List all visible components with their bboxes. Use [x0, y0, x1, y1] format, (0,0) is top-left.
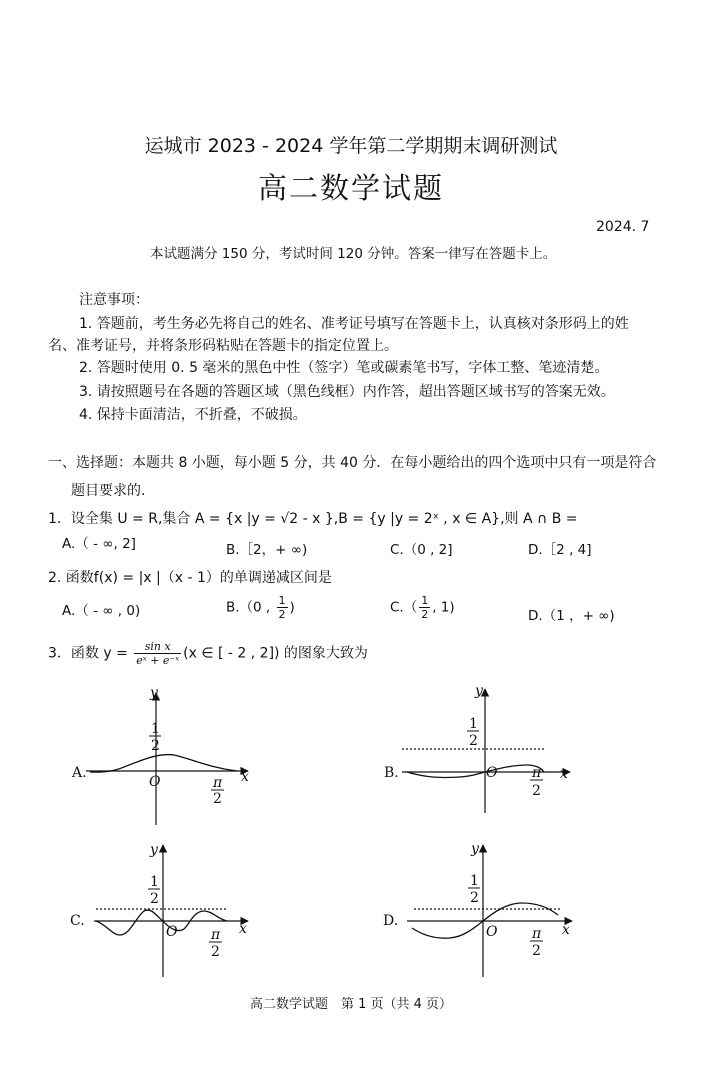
graph-a — [71, 685, 249, 825]
section-heading-cont: 题目要求的. — [71, 483, 146, 499]
q2-option-b: B.（0 , $\frac{1}{2}$ ) — [226, 594, 295, 621]
graph-a-pi-num: π — [213, 775, 223, 791]
graph-d-pi-num: π — [532, 926, 542, 942]
graph-b-y-label: y — [475, 685, 483, 699]
note-item: 2. 答题时使用 0. 5 毫米的黑色中性（签字）笔或碳素笔书写，字体工整、笔迹清楚。 — [79, 360, 609, 376]
exam-title: 高二数学试题 — [257, 171, 444, 205]
graph-b-half-num: 1 — [469, 716, 478, 732]
graph-a-pi-den: 2 — [213, 791, 222, 807]
graph-c-x-label: x — [239, 921, 247, 937]
graph-c-y-label: y — [150, 842, 158, 858]
q2-option-c: C.（ $\frac{1}{2}$ , 1) — [390, 594, 455, 621]
note-item: 名、准考证号，并将条形码粘贴在答题卡的指定位置上。 — [48, 338, 398, 354]
graph-d-pi-den: 2 — [532, 943, 541, 959]
graph-a-origin: O — [149, 774, 161, 790]
page-footer: 高二数学试题 第 1 页（共 4 页） — [249, 997, 453, 1012]
question-1-stem: 1．设全集 U = R,集合 A = {x |y = √2 - x },B = {y |y = 2ˣ , x ∈ A},则 A ∩ B = — [48, 511, 578, 527]
graph-a-half-den: 2 — [151, 738, 160, 754]
q3-graphs — [62, 685, 600, 980]
graph-c-label: C. — [70, 913, 85, 929]
graph-c-pi-num: π — [211, 927, 221, 943]
graph-d-half-num: 1 — [470, 873, 479, 889]
graph-c — [70, 842, 248, 977]
note-item: 1. 答题前，考生务必先将自己的姓名、准考证号填写在答题卡上，认真核对条形码上的姓 — [79, 316, 629, 332]
exam-date: 2024. 7 — [596, 219, 650, 235]
q1-option-b: B.［2，+ ∞) — [226, 542, 308, 558]
graph-d-x-label: x — [562, 922, 570, 938]
graph-b-pi-num: π — [532, 765, 542, 781]
exam-header-line: 运城市 2023 - 2024 学年第二学期期末调研测试 — [144, 135, 558, 157]
q2-option-d: D.（1 ，+ ∞) — [528, 608, 615, 624]
section-heading: 一、选择题：本题共 8 小题，每小题 5 分，共 40 分．在每小题给出的四个选项中只有一项是符合 — [48, 455, 657, 471]
graph-d — [383, 841, 572, 977]
graph-a-x-label: x — [241, 769, 249, 785]
graph-d-origin: O — [486, 924, 498, 940]
graph-d-y-label: y — [471, 841, 479, 857]
question-3-stem: 3．函数 y = $\frac{\text{sin x}}{\text{eˣ + e⁻ˣ}}$ (x ∈ [ - 2 , 2]) 的图象大致为 — [48, 640, 368, 667]
graph-b-pi-den: 2 — [532, 783, 541, 799]
question-2-stem: 2. 函数f(x) = |x |（x - 1）的单调递减区间是 — [48, 570, 332, 586]
q2-option-a: A.（ - ∞ , 0) — [62, 603, 141, 619]
q1-option-d: D.［2 , 4] — [528, 542, 592, 558]
graph-a-half-num: 1 — [151, 721, 160, 737]
exam-info: 本试题满分 150 分，考试时间 120 分钟。答案一律写在答题卡上。 — [150, 246, 557, 262]
graph-c-origin: O — [166, 924, 178, 940]
graph-b-label: B. — [384, 765, 399, 781]
graph-a-label: A. — [72, 765, 87, 781]
graph-b-x-label: x — [560, 766, 568, 782]
graph-a-y-label: y — [150, 685, 158, 701]
note-item: 3. 请按照题号在各题的答题区域（黑色线框）内作答，超出答题区域书写的答案无效。 — [79, 384, 615, 400]
graph-b — [384, 685, 570, 813]
graph-d-label: D. — [383, 913, 399, 929]
graph-c-half-den: 2 — [150, 891, 159, 907]
graph-b-half-den: 2 — [469, 733, 478, 749]
graph-c-pi-den: 2 — [211, 944, 220, 960]
graph-b-origin: O — [486, 765, 498, 781]
note-item: 4. 保持卡面清洁，不折叠，不破损。 — [79, 407, 307, 423]
q1-option-a: A.（ - ∞, 2] — [62, 536, 136, 552]
graph-d-half-den: 2 — [470, 890, 479, 906]
graph-c-half-num: 1 — [150, 874, 159, 890]
notes-heading: 注意事项： — [79, 292, 149, 308]
q1-option-c: C.（0 , 2] — [390, 542, 453, 558]
